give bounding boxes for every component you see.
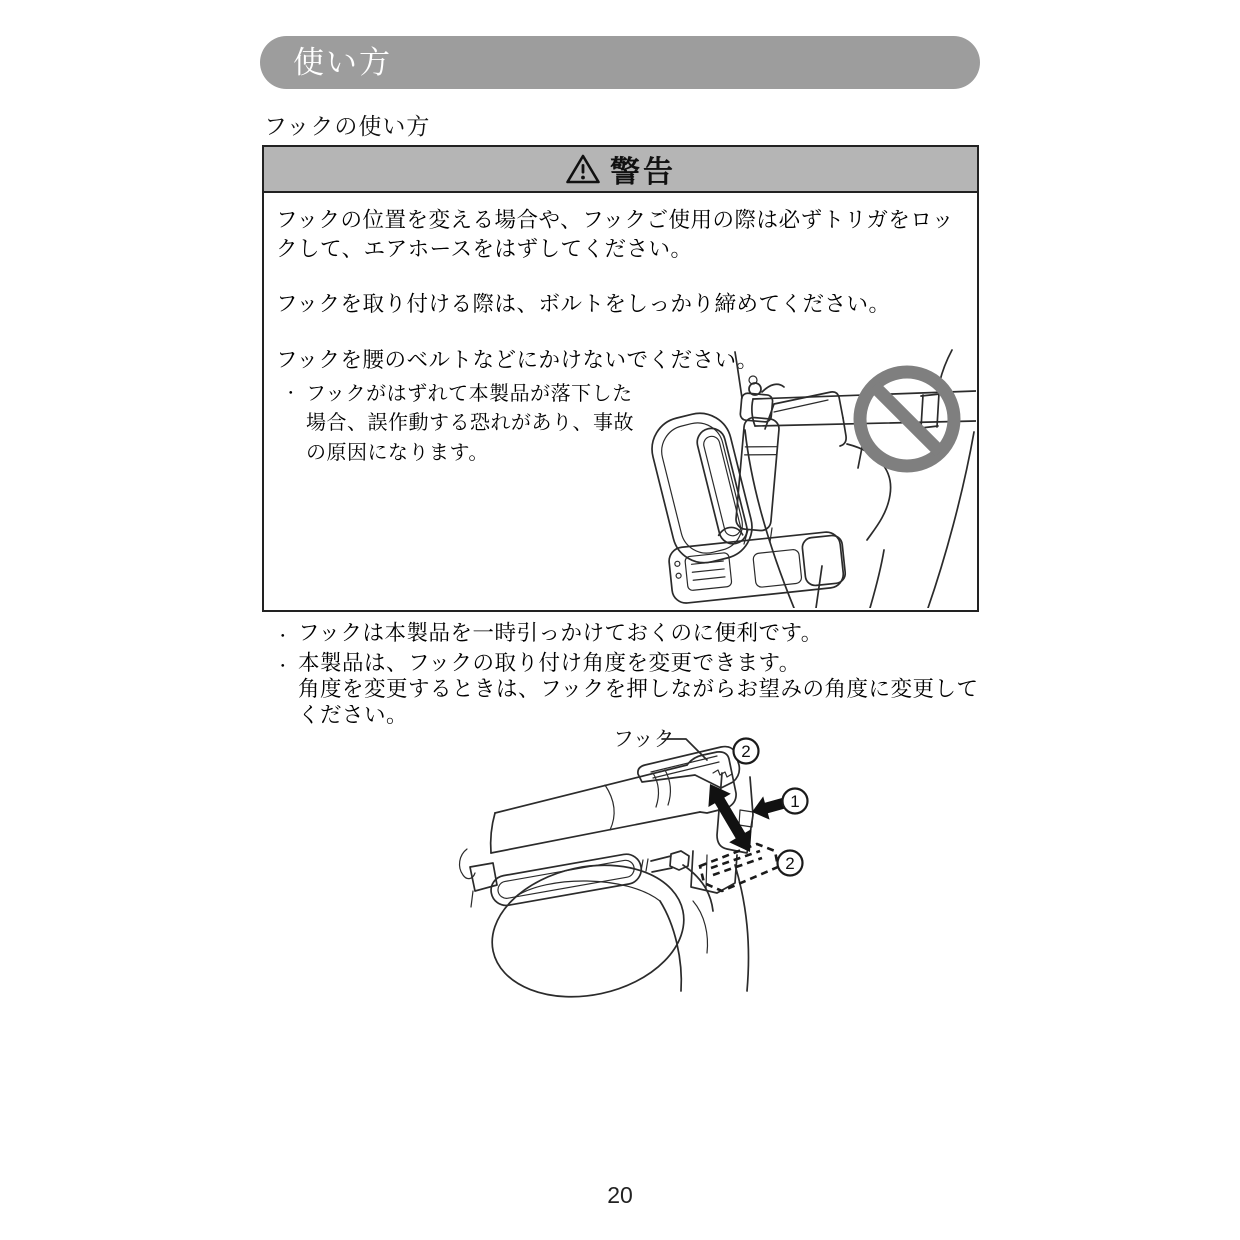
hook-dashed-outline: [700, 844, 778, 891]
hook-angle-figure: [455, 715, 895, 1010]
bullet-marker: ・: [283, 384, 299, 402]
rotate-double-arrow: [708, 784, 751, 852]
belt-hook-prohibited-illustration: [622, 344, 976, 608]
step2-badge-bottom: [778, 851, 803, 876]
section-header-bar: [260, 36, 980, 89]
note-line: 角度を変更するときは、フックを押しながらお望みの角度に変更してください。: [298, 677, 979, 727]
warning-box: [262, 145, 979, 612]
note-item: [268, 620, 982, 650]
nailer-tool-outline: [645, 376, 846, 604]
svg-text:2: 2: [741, 742, 751, 761]
bullet-marker: ・: [275, 658, 291, 675]
prohibition-icon: [860, 372, 954, 466]
note-text: [298, 620, 823, 650]
bullet-marker: ・: [275, 628, 291, 645]
warning-paragraph: フックを取り付ける際は、ボルトをしっかり締めてください。: [276, 292, 891, 317]
svg-text:2: 2: [785, 854, 795, 873]
warning-box-header: [264, 147, 977, 193]
warning-bullet-text: フックがはずれて本製品が落下した場合、誤作動する恐れがあり、事故の原因になります。: [306, 382, 634, 464]
hook-label: フック: [613, 728, 675, 751]
step1-badge: [783, 789, 808, 814]
page-number: 20: [607, 1182, 633, 1208]
section-title: 使い方: [293, 45, 392, 80]
note-line: フックは本製品を一時引っかけておくのに便利です。: [298, 621, 823, 645]
step2-badge-top: [734, 739, 759, 764]
warning-triangle-icon: [565, 153, 601, 185]
notes-list: [268, 620, 982, 728]
warning-bullet-item: [276, 380, 644, 468]
note-line: 本製品は、フックの取り付け角度を変更できます。: [298, 651, 801, 675]
subsection-title: フックの使い方: [264, 113, 431, 139]
warning-paragraph: フックを腰のベルトなどにかけないでください。: [276, 347, 759, 372]
svg-text:1: 1: [790, 792, 800, 811]
warning-title: 警告: [610, 156, 676, 189]
warning-paragraph: フックの位置を変える場合や、フックご使用の際は必ずトリガをロックして、エアホースをはずしてください。: [276, 208, 954, 262]
tool-handle-outline: [460, 752, 753, 1010]
